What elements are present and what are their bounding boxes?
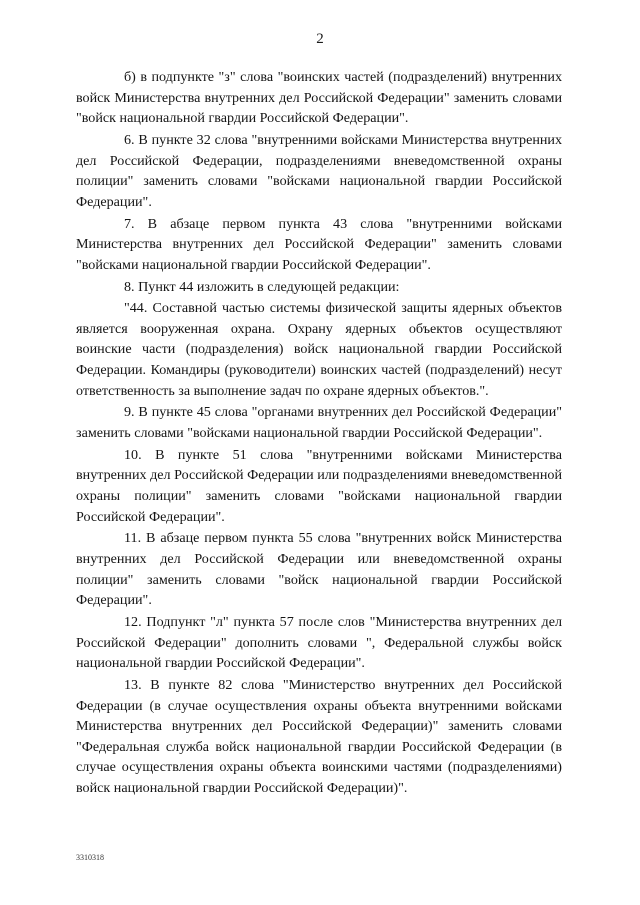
page-number: 2 [316,31,324,47]
paragraph-13: 13. В пункте 82 слова "Министерство внутренних дел Российской Федерации (в случае осуществления охраны объекта внутренними войсками Министерства внутренних дел Российской Федерации)" заменить словами "Федеральная служба войск национальной гвардии Российской Федерации (в случае осуществления охраны объекта воинскими частями (подразделениями) войск национальной гвардии Российской Федерации)". [76,676,562,796]
paragraph-7: 7. В абзаце первом пункта 43 слова "внутренними войсками Министерства внутренних дел Российской Федерации" заменить словами "войсками национальной гвардии Российской Федерации". [76,215,562,273]
paragraph-12: 12. Подпункт "л" пункта 57 после слов "Министерства внутренних дел Российской Федерации" дополнить словами ", Федеральной службы войск национальной гвардии Российской Федерации". [76,613,562,672]
paragraph-11: 11. В абзаце первом пункта 55 слова "внутренних войск Министерства внутренних дел Российской Федерации или вневедомственной охраны полиции" заменить словами "войск национальной гвардии Российской Федерации". [76,530,562,609]
paragraph-9: 9. В пункте 45 слова "органами внутренних дел Российской Федерации" заменить словами "войсками национальной гвардии Российской Федерации". [76,404,562,442]
document-body [76,67,562,800]
document-code: 3310318 [76,853,104,862]
paragraph-8: 8. Пункт 44 изложить в следующей редакции: [124,278,400,295]
paragraph-6: 6. В пункте 32 слова "внутренними войсками Министерства внутренних дел Российской Федерации, подразделениями вневедомственной охраны полиции" заменить словами "войсками национальной гвардии Российской Федерации". [76,131,562,210]
paragraph-44-quote: "44. Составной частью системы физической защиты ядерных объектов является вооруженная охрана. Охрану ядерных объектов осуществляют воинские части (подразделения) войск национальной гвардии Российской Федерации. Командиры (руководители) воинских частей (подразделений) несут ответственность за выполнение задач по охране ядерных объектов.". [76,300,562,399]
paragraph-b: б) в подпункте "з" слова "воинских частей (подразделений) внутренних войск Министерства внутренних дел Российской Федерации" заменить словами "войск национальной гвардии Российской Федерации". [76,69,562,127]
paragraph-10: 10. В пункте 51 слова "внутренними войсками Министерства внутренних дел Российской Федерации или подразделениями вневедомственной охраны полиции" заменить словами "войсками национальной гвардии Российской Федерации". [76,446,562,525]
